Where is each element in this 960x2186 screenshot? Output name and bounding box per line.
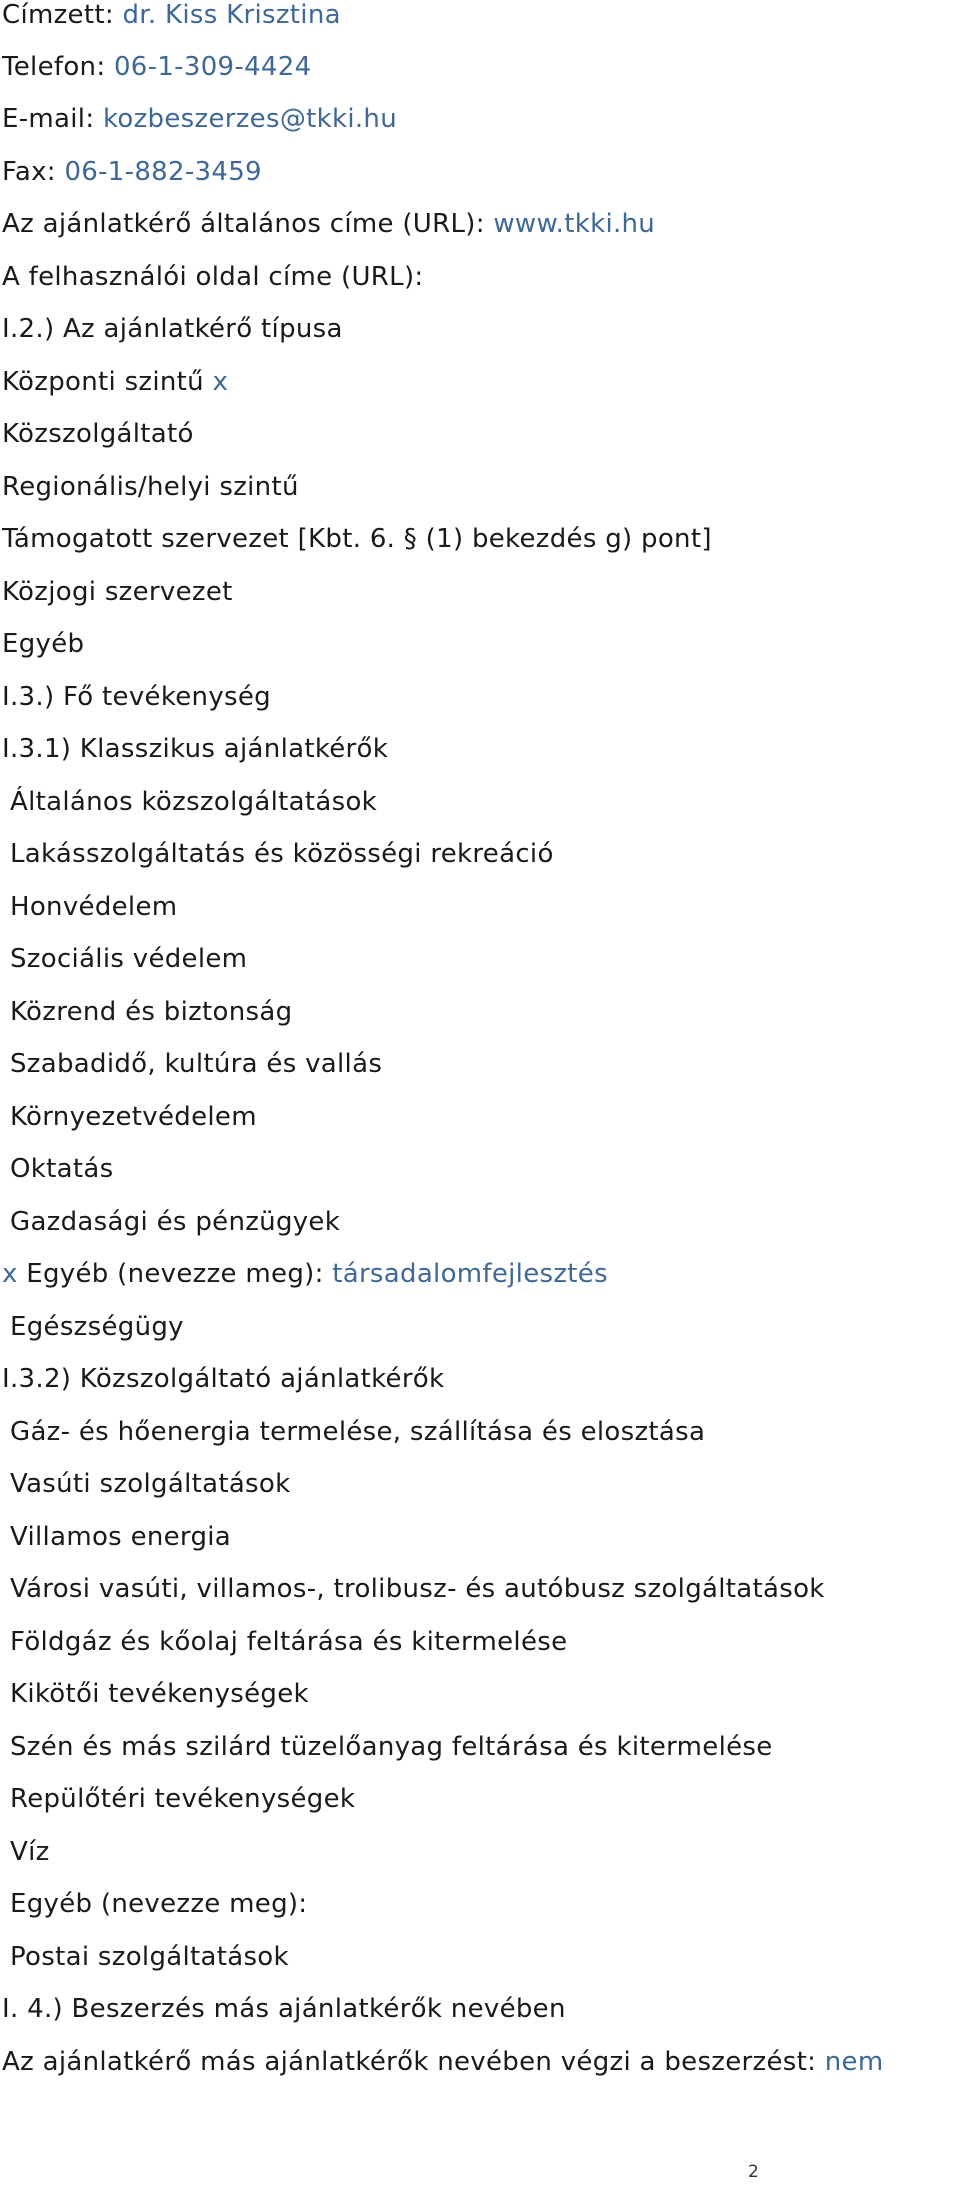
buyer-profile-line <box>2 259 423 295</box>
utility-item: Repülőtéri tevékenységek <box>10 1784 356 1814</box>
type-option-other: Egyéb <box>2 629 85 659</box>
utility-item: Kikötői tevékenységek <box>10 1679 309 1709</box>
email-line <box>2 101 397 137</box>
joint-procurement-line <box>2 2044 883 2080</box>
recipient-value: dr. Kiss Krisztina <box>122 0 341 30</box>
url-label: Az ajánlatkérő általános címe (URL): <box>2 209 485 239</box>
section-i31-heading: I.3.1) Klasszikus ajánlatkérők <box>2 734 389 764</box>
url-line <box>2 206 655 242</box>
classic-item: Honvédelem <box>10 892 178 922</box>
classic-other-line <box>2 1256 608 1292</box>
utility-item: Vasúti szolgáltatások <box>10 1469 291 1499</box>
recipient-line <box>2 0 341 33</box>
phone-line <box>2 49 311 85</box>
phone-value: 06-1-309-4424 <box>113 52 312 82</box>
joint-procurement-answer: nem <box>824 2047 884 2077</box>
classic-other-value: társadalomfejlesztés <box>332 1259 608 1289</box>
section-i2-heading: I.2.) Az ajánlatkérő típusa <box>2 314 343 344</box>
classic-item: Szociális védelem <box>10 944 248 974</box>
type-option-supported: Támogatott szervezet [Kbt. 6. § (1) bekezdés g) pont] <box>2 524 712 554</box>
utility-item: Víz <box>10 1837 50 1867</box>
classic-item: Gazdasági és pénzügyek <box>10 1207 341 1237</box>
classic-item: Közrend és biztonság <box>10 997 293 1027</box>
fax-label: Fax: <box>2 157 56 187</box>
phone-label: Telefon: <box>2 52 106 82</box>
type-option-regional: Regionális/helyi szintű <box>2 472 299 502</box>
section-i32-heading: I.3.2) Közszolgáltató ajánlatkérők <box>2 1364 445 1394</box>
url-value[interactable]: www.tkki.hu <box>493 209 656 239</box>
section-i3-heading: I.3.) Fő tevékenység <box>2 682 271 712</box>
utility-item: Gáz- és hőenergia termelése, szállítása és elosztása <box>10 1417 706 1447</box>
utility-item: Postai szolgáltatások <box>10 1942 289 1972</box>
type-option-utility: Közszolgáltató <box>2 419 194 449</box>
type-option-central <box>2 364 228 400</box>
classic-item: Környezetvédelem <box>10 1102 257 1132</box>
classic-item: Szabadidő, kultúra és vallás <box>10 1049 383 1079</box>
selected-mark: x <box>2 1259 18 1289</box>
selected-mark: x <box>212 367 229 397</box>
recipient-label: Címzett: <box>2 0 114 30</box>
utility-item: Villamos energia <box>10 1522 232 1552</box>
fax-line <box>2 154 262 190</box>
classic-item: Általános közszolgáltatások <box>10 787 378 817</box>
type-option-label: Központi szintű <box>2 367 204 397</box>
utility-item: Földgáz és kőolaj feltárása és kitermelése <box>10 1627 568 1657</box>
fax-value: 06-1-882-3459 <box>64 157 262 187</box>
classic-item: Egészségügy <box>10 1312 184 1342</box>
type-option-public-law: Közjogi szervezet <box>2 577 233 607</box>
utility-item: Egyéb (nevezze meg): <box>10 1889 308 1919</box>
classic-item: Oktatás <box>10 1154 114 1184</box>
buyer-profile-label: A felhasználói oldal címe (URL): <box>2 262 424 292</box>
email-value[interactable]: kozbeszerzes@tkki.hu <box>102 104 397 134</box>
section-i4-heading: I. 4.) Beszerzés más ajánlatkérők nevében <box>2 1994 566 2024</box>
joint-procurement-question: Az ajánlatkérő más ajánlatkérők nevében végzi a beszerzést: <box>2 2047 817 2077</box>
utility-item: Városi vasúti, villamos-, trolibusz- és autóbusz szolgáltatások <box>10 1574 825 1604</box>
classic-item: Lakásszolgáltatás és közösségi rekreáció <box>10 839 554 869</box>
page-number: 2 <box>748 2162 759 2182</box>
classic-other-label: Egyéb (nevezze meg): <box>26 1259 324 1289</box>
email-label: E-mail: <box>2 104 95 134</box>
utility-item: Szén és más szilárd tüzelőanyag feltárása és kitermelése <box>10 1732 773 1762</box>
